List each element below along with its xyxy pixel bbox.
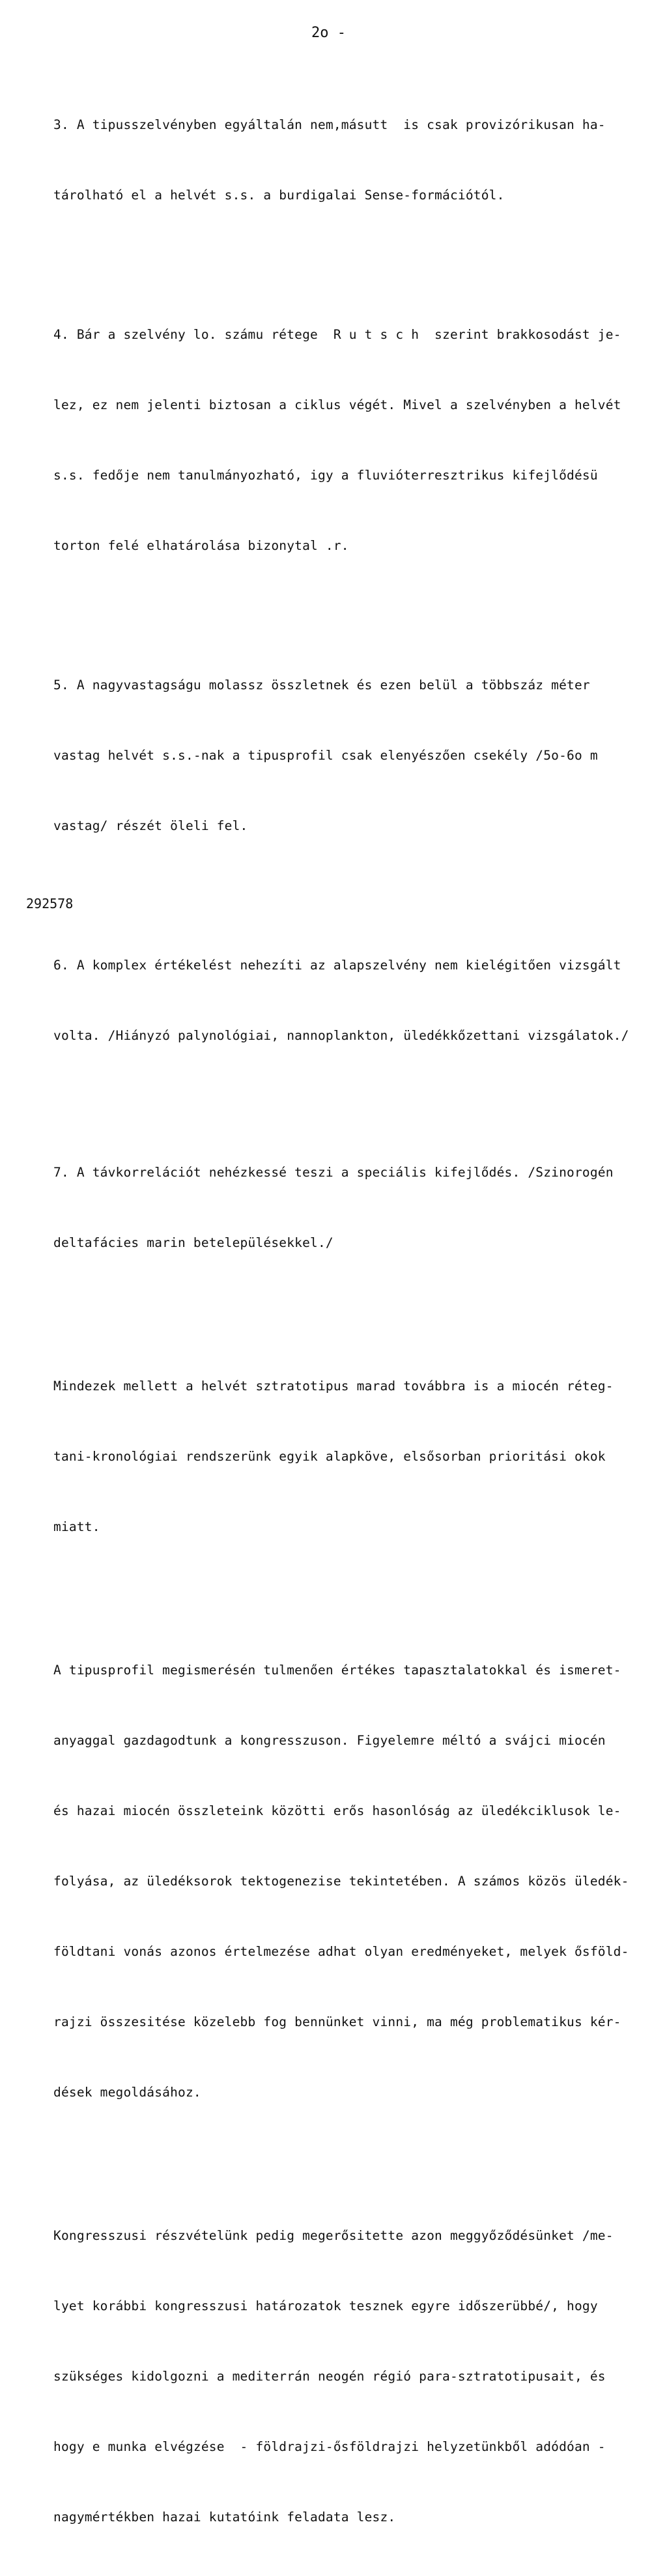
paragraph-item-5 [53, 627, 627, 885]
text-line: torton felé elhatárolása bizonytal .r. [53, 538, 349, 553]
text-line: Mindezek mellett a helvét sztratotipus marad továbbra is a miocén réteg- [53, 1379, 614, 1394]
text-line: 6. A komplex értékelést nehezíti az alapszelvény nem kielégitően vizsgált [53, 958, 621, 973]
page-number: 2o - [311, 25, 346, 41]
text-line: anyaggal gazdagodtunk a kongresszuson. Figyelemre méltó a svájci miocén [53, 1733, 606, 1748]
text-line: 3. A tipusszelvényben egyáltalán nem,másutt is csak provizórikusan ha- [53, 117, 606, 132]
paragraph-item-7 [53, 1114, 627, 1302]
text-line: vastag/ részét öleli fel. [53, 818, 248, 833]
closing-paragraph [53, 2177, 627, 2576]
text-line: szükséges kidolgozni a mediterrán neogén régió para-sztratotipusait, és [53, 2369, 606, 2384]
text-line: nagymértékben hazai kutatóink feladata lesz. [53, 2510, 396, 2525]
text-line: folyása, az üledéksorok tektogenezise tekintetében. A számos közös üledék- [53, 1874, 629, 1889]
body-text [53, 66, 627, 2576]
text-line: tárolható el a helvét s.s. a burdigalai Sense-formációtól. [53, 188, 505, 203]
text-line: 5. A nagyvastagságu molassz összletnek és ezen belül a többszáz méter [53, 678, 590, 693]
archive-code: 292578 [26, 896, 74, 911]
text-line: miatt. [53, 1519, 100, 1534]
experience-paragraph [53, 1612, 627, 2151]
text-line: rajzi összesitése közelebb fog bennünket vinni, ma még problematikus kér- [53, 2014, 621, 2029]
text-line: hogy e munka elvégzése - földrajzi-ősföldrajzi helyzetünkből adódóan - [53, 2439, 606, 2454]
text-line: volta. /Hiányzó palynológiai, nannoplankton, üledékkőzettani vizsgálatok./ [53, 1028, 629, 1043]
text-line: földtani vonás azonos értelmezése adhat olyan eredményeket, melyek ősföld- [53, 1944, 629, 1959]
text-line: lez, ez nem jelenti biztosan a ciklus végét. Mivel a szelvényben a helvét [53, 397, 621, 412]
text-line: lyet korábbi kongresszusi határozatok tesznek egyre időszerübbé/, hogy [53, 2298, 598, 2313]
paragraph-item-6 [53, 907, 627, 1095]
text-line: vastag helvét s.s.-nak a tipusprofil csak elenyészően csekély /5o-6o m [53, 748, 598, 763]
text-line: és hazai miocén összleteink közötti erős hasonlóság az üledékciklusok le- [53, 1803, 621, 1818]
text-line: deltafácies marin betelepülésekkel./ [53, 1235, 334, 1250]
text-line: s.s. fedője nem tanulmányozható, igy a fluvióterresztrikus kifejlődésü [53, 468, 598, 483]
paragraph-item-4 [53, 276, 627, 605]
conclusion-paragraph [53, 1328, 627, 1586]
text-line: dések megoldásához. [53, 2085, 201, 2100]
text-line: 4. Bár a szelvény lo. számu rétege R u t s c h szerint brakkosodást je- [53, 327, 621, 342]
text-line: A tipusprofil megismerésén tulmenően értékes tapasztalatokkal és ismeret- [53, 1663, 621, 1678]
text-line: 7. A távkorrelációt nehézkessé teszi a speciális kifejlődés. /Szinorogén [53, 1165, 614, 1180]
text-line: tani-kronológiai rendszerünk egyik alapköve, elsősorban prioritási okok [53, 1449, 606, 1464]
text-line: Kongresszusi részvételünk pedig megerősitette azon meggyőződésünket /me- [53, 2228, 614, 2243]
paragraph-item-3 [53, 66, 627, 254]
